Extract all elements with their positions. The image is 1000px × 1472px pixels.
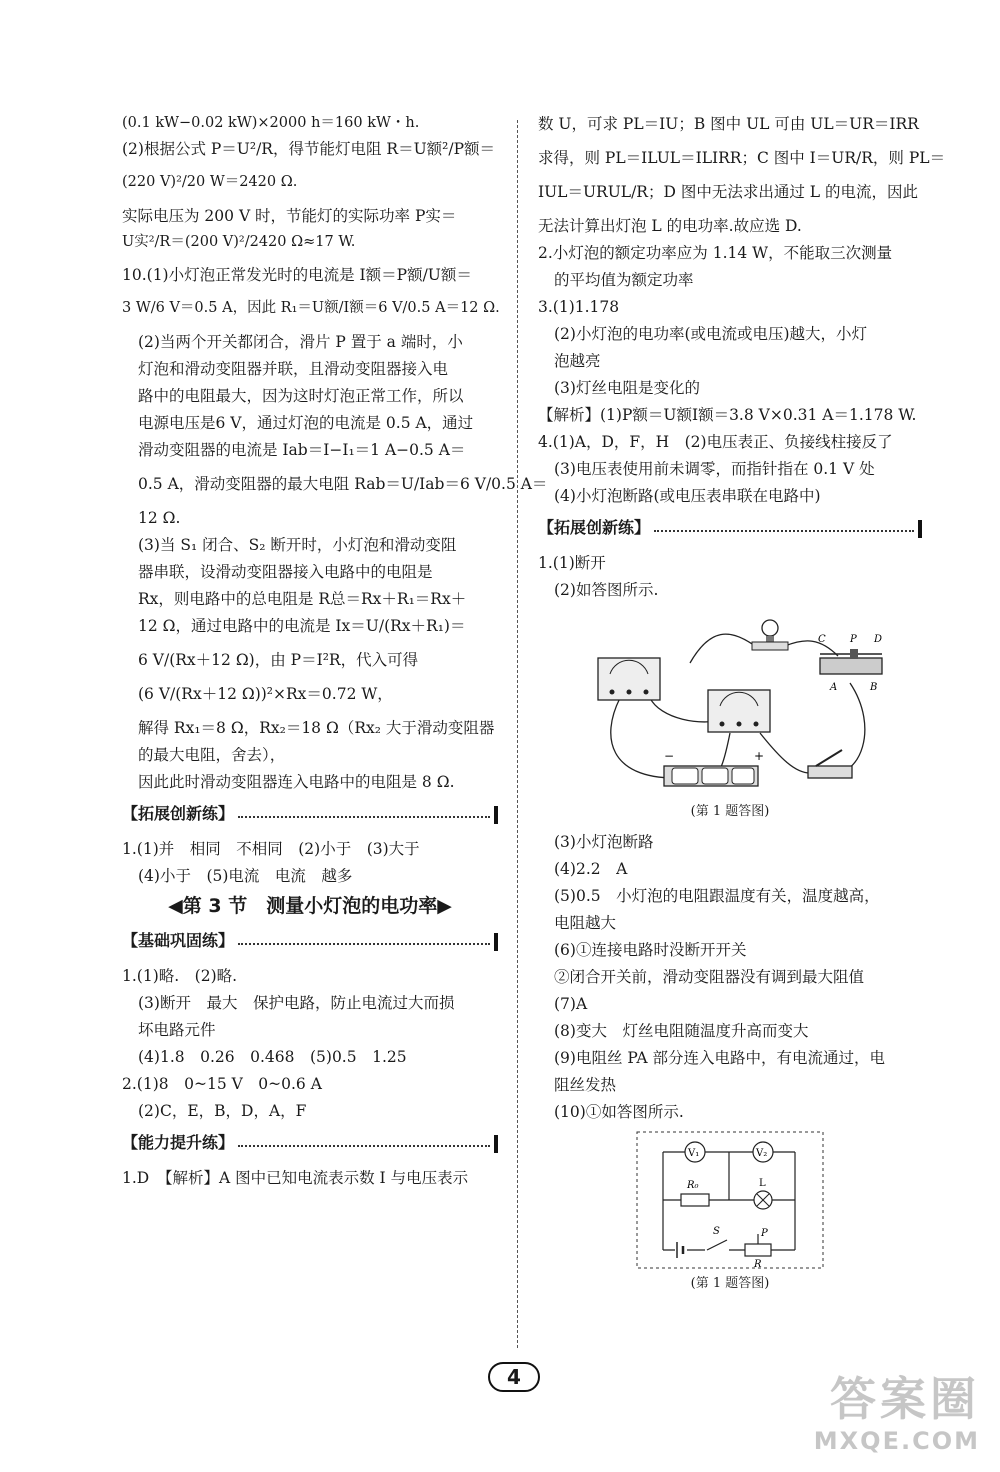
header-end-mark	[918, 520, 922, 538]
text-line: 3 W/6 V＝0.5 A，因此 R₁＝U额/I额＝6 V/0.5 A＝12 Ω.	[122, 300, 500, 317]
text-line: U实²/R＝(200 V)²/2420 Ω≈17 W.	[122, 233, 356, 250]
text-line: (2)如答图所示.	[554, 581, 659, 600]
text-line: 2.(1)8 0~15 V 0~0.6 A	[122, 1075, 322, 1094]
text-line: (4)1.8 0.26 0.468 (5)0.5 1.25	[138, 1048, 407, 1067]
text-line: (2)当两个开关都闭合，滑片 P 置于 a 端时，小	[138, 332, 463, 351]
right-column	[538, 112, 946, 1303]
text-line: (3)小灯泡断路	[554, 833, 654, 852]
text-line: 解得 Rx₁＝8 Ω，Rx₂＝18 Ω（Rx₂ 大于滑动变阻器	[138, 719, 495, 738]
dotted-rule	[238, 808, 490, 818]
switch-label-s: S	[713, 1226, 720, 1238]
terminal-label-c: C	[818, 634, 826, 646]
battery-box	[664, 766, 758, 786]
figure-caption: (第 1 题答图)	[690, 1276, 770, 1292]
page-number: 4	[488, 1362, 540, 1392]
text-line: 2.小灯泡的额定功率应为 1.14 W，不能取三次测量	[538, 244, 893, 263]
wire	[760, 733, 810, 773]
text-line: (0.1 kW−0.02 kW)×2000 h＝160 kW・h.	[122, 115, 420, 131]
text-line: 泡越亮	[554, 352, 601, 371]
section-title: ◀第 3 节 测量小灯泡的电功率▶	[168, 895, 452, 917]
text-line: 1.(1)断开	[538, 554, 606, 573]
header-end-mark	[494, 933, 498, 951]
left-column	[122, 112, 548, 1193]
resistor-label-r0: R₀	[687, 1180, 699, 1192]
section-header-extension	[538, 516, 922, 541]
section-header-label: 【基础巩固练】	[122, 931, 235, 951]
terminal-label-a: A	[830, 682, 838, 694]
header-end-mark	[494, 1135, 498, 1153]
text-line: (4)2.2 A	[554, 860, 628, 879]
text-line: 坏电路元件	[138, 1021, 216, 1040]
text-line: 的最大电阻，舍去），	[138, 746, 286, 765]
switch-symbol	[705, 1240, 729, 1254]
slider-label-p: P	[761, 1228, 768, 1240]
text-line: 【解析】(1)P额＝U额I额＝3.8 V×0.31 A＝1.178 W.	[538, 406, 917, 425]
wiring-diagram-figure	[580, 608, 883, 798]
text-line: 阻丝发热	[554, 1076, 617, 1095]
text-line: (2)小灯泡的电功率(或电流或电压)越大，小灯	[554, 325, 868, 344]
wire	[830, 683, 865, 773]
text-line: 滑动变阻器的电流是 Iab＝I−I₁＝1 A−0.5 A＝	[138, 440, 466, 459]
section-header-basic	[122, 929, 498, 954]
section-header-label: 【拓展创新练】	[122, 804, 235, 824]
text-line: (6 V/(Rx＋12 Ω))²×Rx＝0.72 W，	[138, 685, 393, 704]
text-line: (4)小灯泡断路(或电压表串联在电路中)	[554, 487, 821, 506]
text-line: 灯泡和滑动变阻器并联，且滑动变阻器接入电	[138, 359, 449, 378]
lamp	[752, 620, 788, 650]
text-line: 电源电压是6 V，通过灯泡的电流是 0.5 A，通过	[138, 413, 474, 432]
text-line: 1.D 【解析】A 图中已知电流表示数 I 与电压表示	[122, 1169, 469, 1188]
meter-label-v2: V₂	[756, 1148, 768, 1160]
resistor-r0	[681, 1194, 709, 1206]
meter-label-v1: V₁	[688, 1148, 700, 1160]
text-line: (3)灯丝电阻是变化的	[554, 379, 700, 398]
text-line: (3)断开 最大 保护电路，防止电流过大而损	[138, 994, 455, 1013]
text-line: 12 Ω，通过电路中的电流是 Ix＝U/(Rx＋R₁)＝	[138, 617, 466, 636]
text-line: (5)0.5 小灯泡的电阻跟温度有关，温度越高，	[554, 887, 880, 906]
text-line: 器串联，设滑动变阻器接入电路中的电阻是	[138, 563, 433, 582]
text-line: (2)C，E，B，D，A，F	[138, 1102, 307, 1121]
text-line: 0.5 A，滑动变阻器的最大电阻 Rab＝U/Iab＝6 V/0.5 A＝	[138, 475, 548, 493]
text-line: Rx，则电路中的总电阻是 R总＝Rx＋R₁＝Rx＋	[138, 590, 467, 609]
text-line: (3)当 S₁ 闭合、S₂ 断开时，小灯泡和滑动变阻	[138, 536, 457, 555]
text-line: (220 V)²/20 W＝2420 Ω.	[122, 174, 298, 191]
terminal-label-d: D	[874, 634, 883, 646]
text-line: (10)①如答图所示.	[554, 1103, 684, 1122]
section-header-ability	[122, 1131, 498, 1156]
text-line: 因此此时滑动变阻器连入电路中的电阻是 8 Ω.	[138, 773, 455, 792]
text-line: (9)电阻丝 PA 部分连入电路中，有电流通过，电	[554, 1049, 886, 1068]
text-line: 路中的电阻最大，因为这时灯泡正常工作，所以	[138, 386, 464, 405]
slider-label-p: P	[850, 634, 857, 646]
watermark-logo-text: 答案圈	[830, 1371, 980, 1426]
wire	[690, 634, 755, 663]
dotted-rule	[238, 1137, 490, 1147]
dotted-rule	[654, 522, 914, 532]
site-watermark	[813, 1371, 980, 1460]
text-line: 电阻越大	[554, 914, 617, 933]
text-line: 数 U，可求 PL＝IU；B 图中 UL 可由 UL＝UR＝IRR	[538, 115, 919, 133]
text-line: ②闭合开关前，滑动变阻器没有调到最大阻值	[554, 968, 865, 987]
text-line: 3.(1)1.178	[538, 298, 620, 317]
header-end-mark	[494, 806, 498, 824]
battery-minus-label: −	[664, 749, 675, 764]
text-line: (8)变大 灯丝电阻随温度升高而变大	[554, 1022, 809, 1041]
text-line: 6 V/(Rx＋12 Ω)，由 P＝I²R，代入可得	[138, 651, 419, 670]
text-line: (7)A	[554, 995, 588, 1014]
text-line: 1.(1)并 相同 不相同 (2)小于 (3)大于	[122, 839, 420, 858]
rheostat-label-r: R	[754, 1259, 762, 1271]
text-line: (6)①连接电路时没断开开关	[554, 941, 747, 960]
figure-caption: (第 1 题答图)	[690, 804, 770, 820]
section-header-label: 【能力提升练】	[122, 1133, 235, 1153]
voltmeter	[598, 658, 660, 700]
ammeter	[708, 690, 770, 732]
section-header-extension	[122, 802, 498, 827]
battery-plus-label: +	[754, 749, 765, 764]
text-line: (3)电压表使用前未调零，而指针指在 0.1 V 处	[554, 460, 875, 479]
text-line: 的平均值为额定功率	[554, 271, 694, 290]
text-line: (4)小于 (5)电流 电流 越多	[138, 866, 353, 885]
text-line: 12 Ω.	[138, 509, 181, 528]
text-line: IUL＝URUL/R；D 图中无法求出通过 L 的电流，因此	[538, 183, 918, 202]
lamp-label-l: L	[759, 1178, 766, 1190]
text-line: 求得，则 PL＝ILUL＝ILIRR；C 图中 I＝UR/R，则 PL＝	[538, 149, 946, 168]
section-header-label: 【拓展创新练】	[538, 518, 651, 538]
switch	[808, 750, 852, 778]
text-line: 1.(1)略. (2)略.	[122, 967, 238, 986]
dotted-rule	[238, 935, 490, 945]
terminal-label-b: B	[870, 682, 878, 694]
text-line: 无法计算出灯泡 L 的电功率.故应选 D.	[538, 217, 802, 236]
text-line: 实际电压为 200 V 时，节能灯的实际功率 P实＝	[122, 206, 457, 225]
rheostat-symbol	[745, 1244, 771, 1256]
column-divider	[517, 120, 518, 1348]
lamp-symbol	[754, 1191, 772, 1209]
text-line: 10.(1)小灯泡正常发光时的电流是 I额＝P额/U额＝	[122, 266, 472, 285]
battery-symbol	[675, 1242, 687, 1258]
text-line: (2)根据公式 P＝U²/R，得节能灯电阻 R＝U额²/P额＝	[122, 140, 496, 159]
rheostat	[820, 649, 882, 674]
text-line: 4.(1)A，D，F，H (2)电压表正、负接线柱接反了	[538, 433, 893, 452]
watermark-url-text: MXQE.COM	[813, 1426, 980, 1455]
circuit-schematic-figure	[635, 1130, 825, 1270]
